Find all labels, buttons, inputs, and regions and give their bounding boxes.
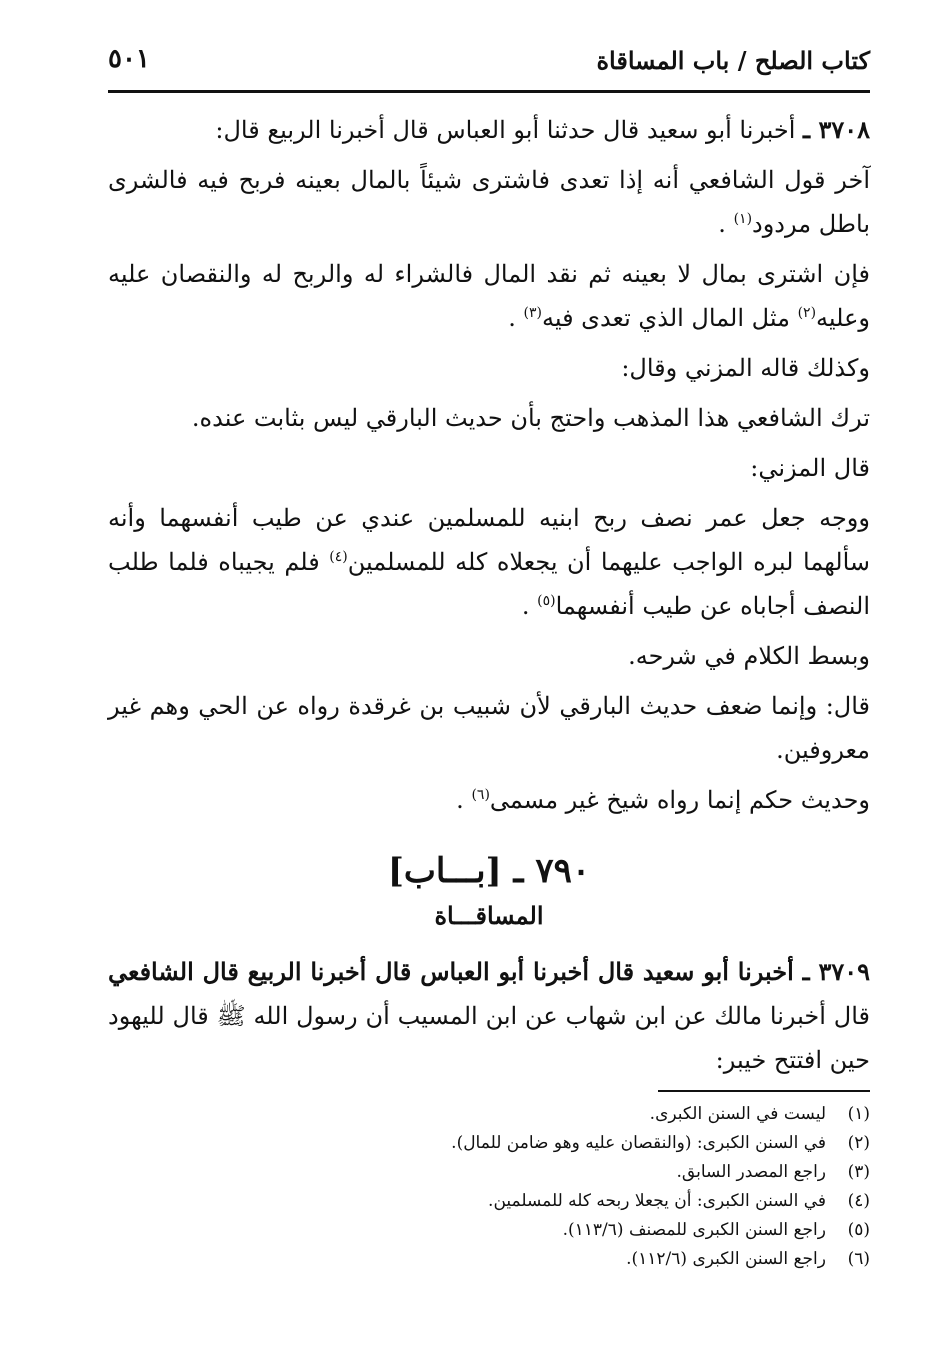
paragraph-text: ووجه جعل عمر نصف ربح ابنيه للمسلمين عندي عن طيب أنفسهما وأنه سألهما لبره الواجب عليهما أن يجعلاه كله للمسلمين bbox=[108, 504, 870, 576]
footnote-number: (٥) bbox=[847, 1220, 870, 1240]
paragraph-text: قال: وإنما ضعف حديث البارقي لأن شبيب بن غرقدة رواه عن الحي وهم غير معروفين. bbox=[108, 692, 870, 764]
footnote-text: راجع السنن الكبرى للمصنف (١١٣/٦). bbox=[562, 1220, 826, 1240]
paragraph-text: قال المزني: bbox=[750, 454, 870, 482]
paragraph bbox=[108, 346, 870, 390]
footnote-text: ليست في السنن الكبرى. bbox=[649, 1104, 826, 1124]
footnote-ref[interactable]: (١) bbox=[733, 211, 753, 227]
footnote-item bbox=[108, 1129, 870, 1158]
paragraph-text: وكذلك قاله المزني وقال: bbox=[621, 354, 870, 382]
paragraph-text: ترك الشافعي هذا المذهب واحتج بأن حديث البارقي ليس بثابت عنده. bbox=[191, 404, 870, 432]
paragraph-3709 bbox=[108, 950, 870, 1082]
footnote-number: (٢) bbox=[847, 1133, 870, 1153]
paragraph bbox=[108, 446, 870, 490]
paragraph-text: قال أخبرنا مالك عن ابن شهاب عن ابن المسيب أن رسول الله ﷺ قال لليهود حين افتتح خيبر: bbox=[108, 1002, 870, 1074]
footnote-number: (٦) bbox=[847, 1249, 870, 1269]
chapter-subheading: المساقـــاة bbox=[434, 901, 544, 930]
paragraph bbox=[108, 684, 870, 772]
footnote-text: في السنن الكبرى: (والنقصان عليه وهو ضامن للمال). bbox=[451, 1133, 826, 1153]
footnote-ref[interactable]: (٢) bbox=[797, 305, 817, 321]
footnote-item bbox=[108, 1216, 870, 1245]
footnote-ref[interactable]: (٤) bbox=[329, 549, 348, 565]
footnote-ref[interactable]: (٦) bbox=[471, 787, 490, 803]
footnote-item bbox=[108, 1100, 870, 1129]
page-number: ٥٠١ bbox=[108, 44, 150, 74]
paragraph-text: فإن اشترى بمال لا بعينه ثم نقد المال فالشراء له والربح له والنقصان عليه وعليه bbox=[108, 260, 870, 332]
footnote-number: (١) bbox=[847, 1104, 870, 1124]
paragraph-text: فلم يجيباه فلما طلب النصف أجاباه عن طيب أنفسهما bbox=[108, 548, 870, 620]
footnote-ref[interactable]: (٥) bbox=[537, 593, 556, 609]
running-title: كتاب الصلح / باب المساقاة bbox=[596, 46, 870, 75]
hadith-number: ٣٧٠٨ ـ bbox=[803, 115, 870, 144]
page-header bbox=[108, 40, 870, 93]
chapter-heading: ٧٩٠ ـ [بـــاب] bbox=[387, 851, 591, 891]
footnote-text: راجع المصدر السابق. bbox=[676, 1162, 826, 1182]
bold-lead-text: ٣٧٠٩ ـ أخبرنا أبو سعيد قال أخبرنا أبو العباس قال أخبرنا الربيع قال الشافعي bbox=[108, 957, 870, 986]
paragraph-text: آخر قول الشافعي أنه إذا تعدى فاشترى شيئاً بالمال بعينه فربح فيه فالشرى باطل مردود bbox=[108, 166, 870, 238]
punctuation: . bbox=[456, 786, 464, 814]
paragraph bbox=[108, 496, 870, 628]
footnotes bbox=[108, 1100, 870, 1274]
paragraph bbox=[108, 634, 870, 678]
paragraph bbox=[108, 252, 870, 340]
footnote-item bbox=[108, 1158, 870, 1187]
footnote-item bbox=[108, 1187, 870, 1216]
footnote-number: (٣) bbox=[847, 1162, 870, 1182]
paragraph bbox=[108, 778, 870, 822]
paragraph-3708 bbox=[108, 108, 870, 152]
punctuation: . bbox=[718, 210, 726, 238]
footnote-ref[interactable]: (٣) bbox=[523, 305, 542, 321]
paragraph-text: وبسط الكلام في شرحه. bbox=[628, 642, 870, 670]
paragraph-text: وحديث حكم إنما رواه شيخ غير مسمى bbox=[489, 786, 870, 814]
footnote-divider bbox=[658, 1090, 870, 1092]
footnote-item bbox=[108, 1245, 870, 1274]
paragraph bbox=[108, 158, 870, 246]
punctuation: . bbox=[521, 592, 530, 620]
footnote-text: في السنن الكبرى: أن يجعلا ربحه كله للمسلمين. bbox=[488, 1191, 826, 1211]
paragraph-text: أخبرنا أبو سعيد قال حدثنا أبو العباس قال أخبرنا الربيع قال: bbox=[215, 116, 804, 144]
main-text bbox=[108, 108, 870, 1088]
paragraph-text: مثل المال الذي تعدى فيه bbox=[541, 304, 798, 332]
paragraph bbox=[108, 396, 870, 440]
footnote-text: راجع السنن الكبرى (١١٢/٦). bbox=[626, 1249, 826, 1269]
punctuation: . bbox=[508, 304, 516, 332]
footnote-number: (٤) bbox=[847, 1191, 870, 1211]
